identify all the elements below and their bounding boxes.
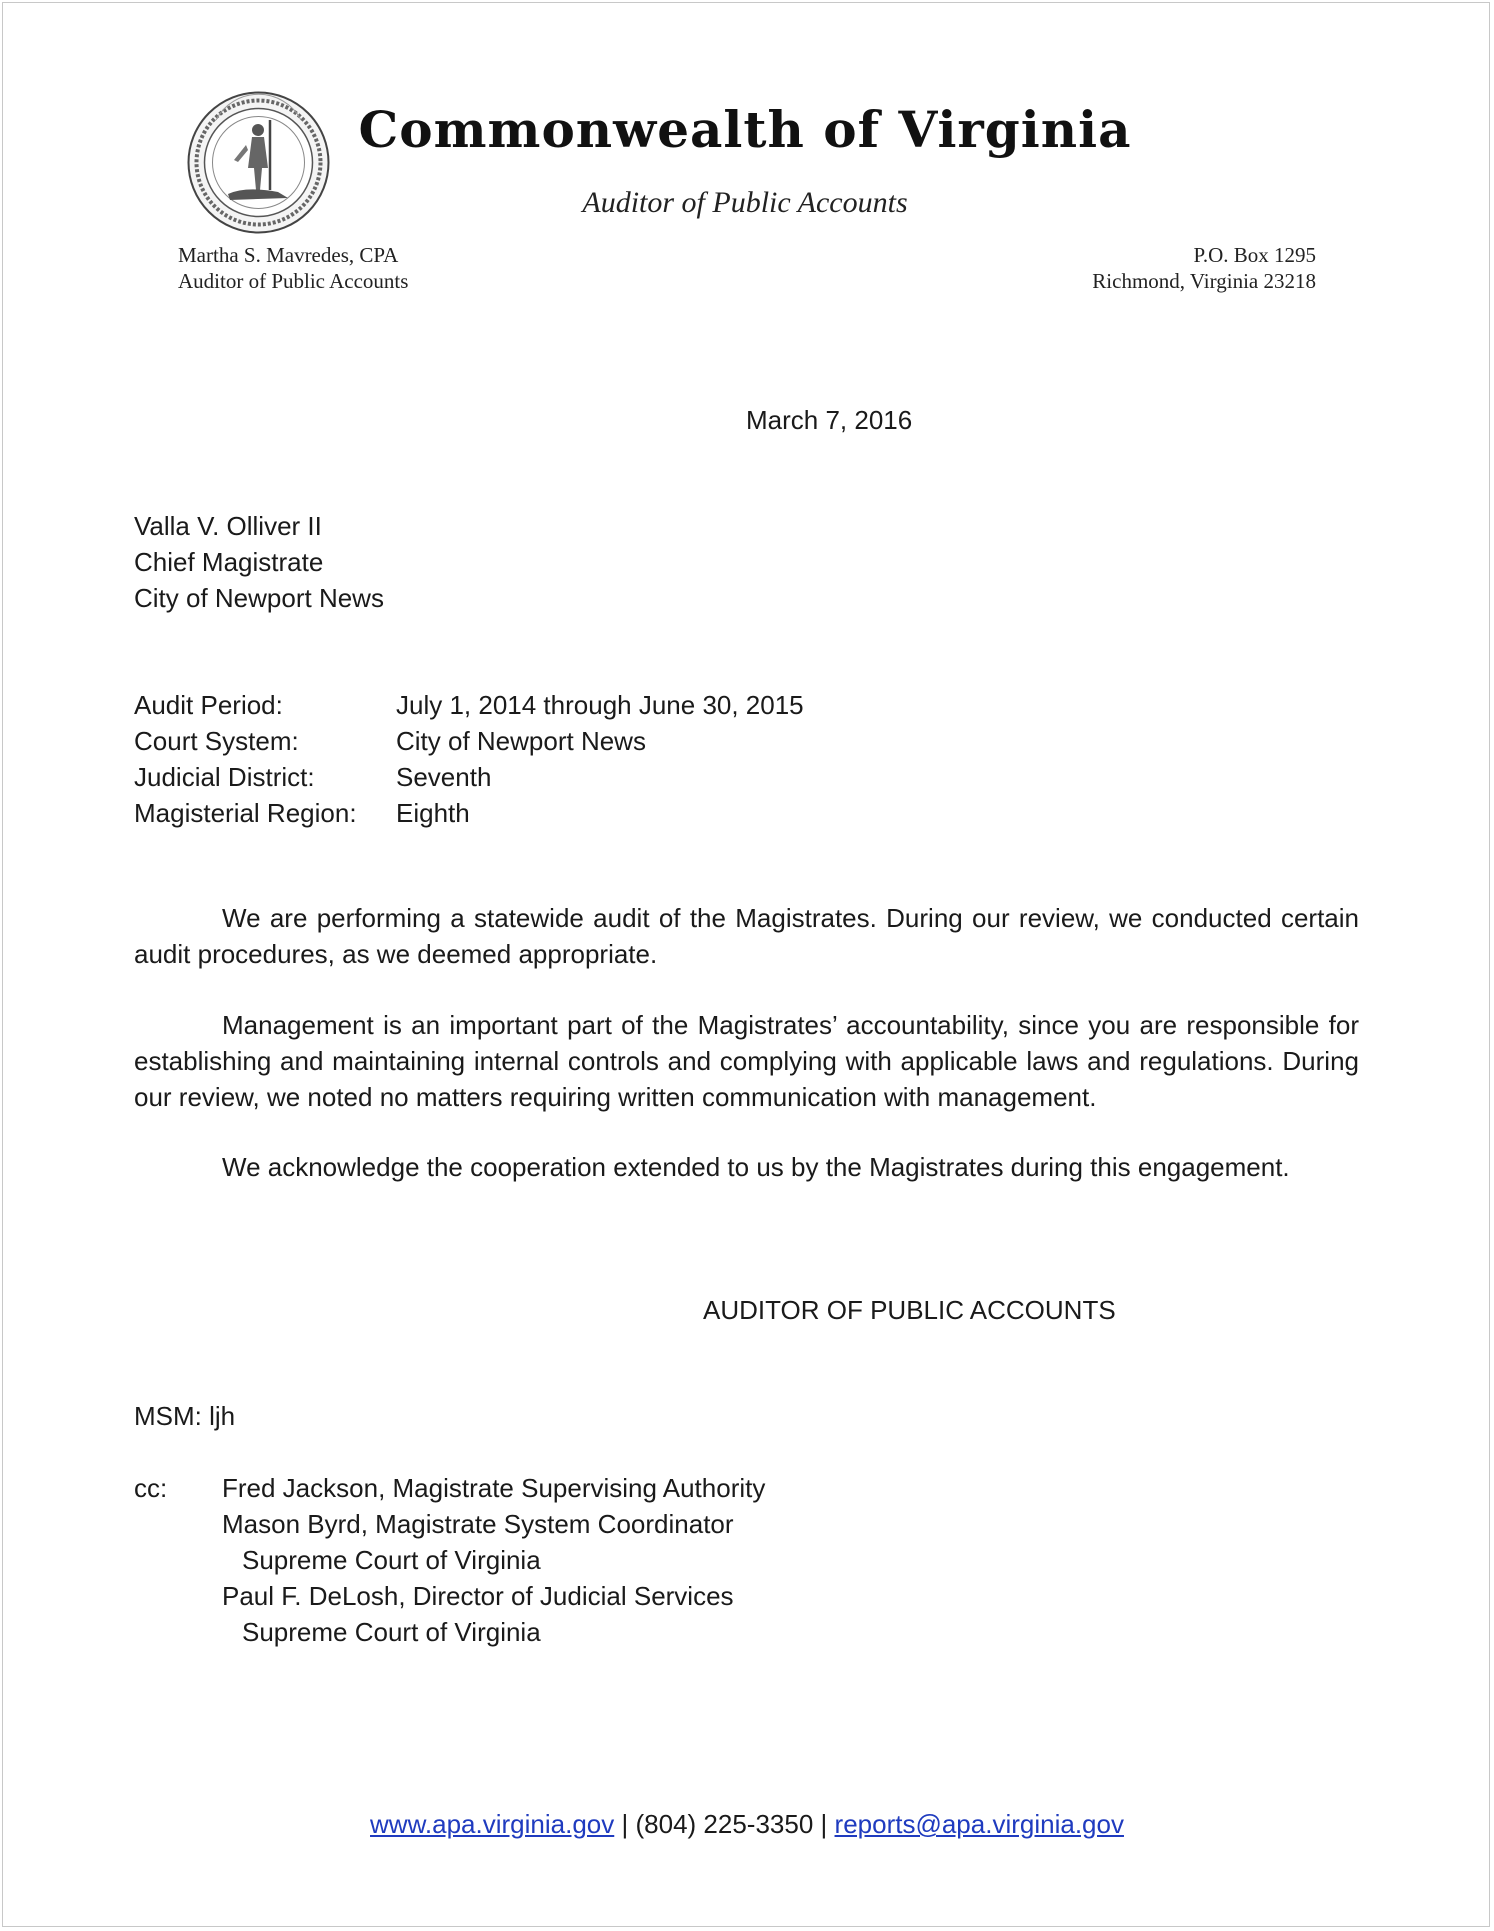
- cc-entry-affiliation: Supreme Court of Virginia: [242, 1545, 541, 1575]
- cc-entry: Mason Byrd, Magistrate System Coordinator: [222, 1509, 734, 1539]
- audit-info-value: Eighth: [396, 798, 470, 828]
- letterhead-address-block: [1092, 242, 1316, 294]
- auditor-name: Martha S. Mavredes, CPA: [178, 243, 399, 267]
- virginia-seal-icon: [186, 90, 331, 235]
- footer-separator: |: [621, 1809, 629, 1839]
- recipient-title: Chief Magistrate: [134, 547, 324, 577]
- letterhead-auditor-block: [178, 242, 408, 294]
- cc-list: [222, 1470, 765, 1650]
- cc-entry-affiliation: Supreme Court of Virginia: [242, 1617, 541, 1647]
- email-link[interactable]: reports@apa.virginia.gov: [834, 1809, 1124, 1839]
- footer-separator: |: [820, 1809, 828, 1839]
- agency-title: Commonwealth of Virginia: [358, 100, 1132, 159]
- recipient-name: Valla V. Olliver II: [134, 511, 322, 541]
- audit-info-value: July 1, 2014 through June 30, 2015: [396, 690, 804, 720]
- agency-subtitle: Auditor of Public Accounts: [582, 186, 908, 219]
- cc-entry: Fred Jackson, Magistrate Supervising Authority: [222, 1473, 766, 1503]
- po-box: P.O. Box 1295: [1193, 243, 1316, 267]
- website-link[interactable]: www.apa.virginia.gov: [370, 1809, 615, 1839]
- auditor-title: Auditor of Public Accounts: [178, 269, 409, 293]
- body-paragraph-1: We are performing a statewide audit of the Magistrates. During our review, we conducted certain audit procedures, as we deemed appropriate.: [134, 903, 1359, 969]
- audit-info-label: Judicial District:: [134, 762, 315, 792]
- recipient-location: City of Newport News: [134, 583, 384, 613]
- city-state-zip: Richmond, Virginia 23218: [1092, 269, 1316, 293]
- audit-info-table: [134, 687, 804, 831]
- audit-info-row: [134, 759, 804, 795]
- audit-info-label: Magisterial Region:: [134, 798, 357, 828]
- audit-info-label: Audit Period:: [134, 690, 283, 720]
- audit-info-row: [134, 795, 804, 831]
- footer-contact: [0, 1806, 1494, 1842]
- cc-entry: Paul F. DeLosh, Director of Judicial Services: [222, 1581, 734, 1611]
- audit-info-value: City of Newport News: [396, 726, 646, 756]
- signature-line: AUDITOR OF PUBLIC ACCOUNTS: [703, 1295, 1116, 1325]
- letter-date: March 7, 2016: [746, 405, 913, 435]
- footer-phone: (804) 225-3350: [635, 1809, 814, 1839]
- typist-initials: MSM: ljh: [134, 1401, 236, 1431]
- audit-info-row: [134, 687, 804, 723]
- audit-info-value: Seventh: [396, 762, 492, 792]
- body-paragraph-2: Management is an important part of the Magistrates’ accountability, since you are responsible for establishing and maintaining internal controls and complying with applicable laws and regulations. During our review, we noted no matters requiring written communication with management.: [134, 1010, 1359, 1112]
- audit-info-label: Court System:: [134, 726, 299, 756]
- body-paragraph-3: We acknowledge the cooperation extended to us by the Magistrates during this engagement.: [222, 1152, 1290, 1182]
- cc-label: cc:: [134, 1473, 168, 1503]
- audit-info-row: [134, 723, 804, 759]
- recipient-block: [134, 508, 384, 616]
